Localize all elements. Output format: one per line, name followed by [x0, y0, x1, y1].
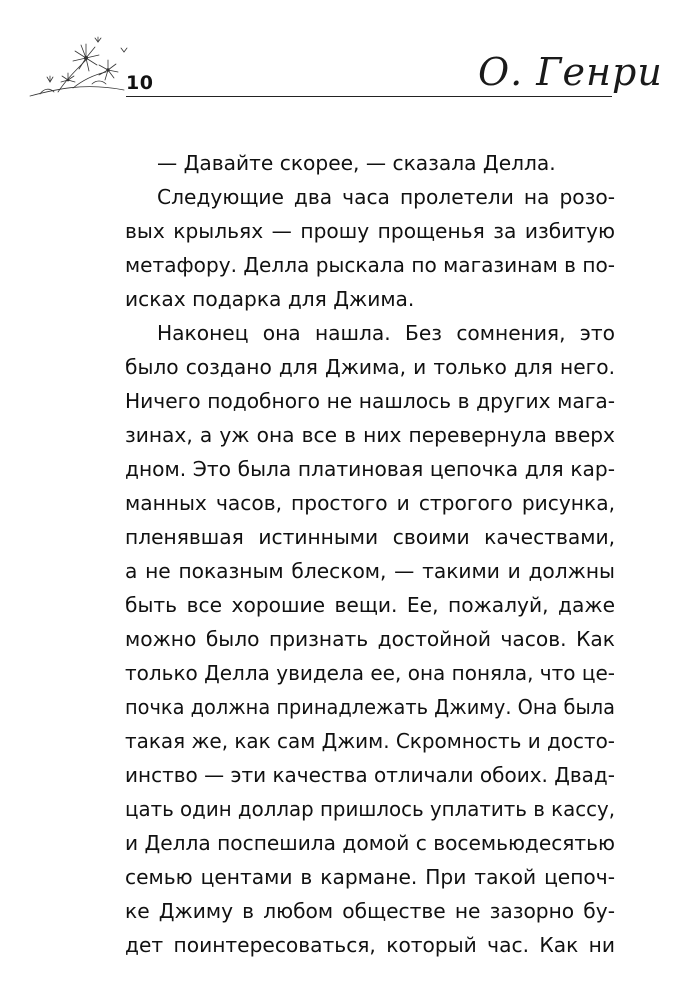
text-line: и Делла поспешила домой с восемьюдесятью: [125, 831, 615, 855]
running-header: [0, 0, 700, 110]
text-line: почка должна принадлежать Джиму. Она была: [125, 695, 615, 719]
text-line: исках подарка для Джима.: [125, 287, 415, 311]
text-line: можно было признать достойной часов. Как: [125, 627, 615, 651]
text-line: манных часов, простого и строгого рисунка,: [125, 491, 615, 515]
text-line: пленявшая истинными своими качествами,: [125, 525, 615, 549]
text-line: Следующие два часа пролетели на розо-: [157, 185, 615, 209]
text-line: только Делла увидела ее, она поняла, что це-: [125, 661, 615, 685]
text-line: быть все хорошие вещи. Ее, пожалуй, даже: [125, 593, 615, 617]
text-line: Наконец она нашла. Без сомнения, это: [157, 321, 615, 345]
text-line: метафору. Делла рыскала по магазинам в по-: [125, 253, 615, 277]
text-line: вых крыльях — прошу прощенья за избитую: [125, 219, 615, 243]
text-line: ке Джиму в любом обществе не зазорно бу-: [125, 899, 615, 923]
text-line: было создано для Джима, и только для него.: [125, 355, 615, 379]
text-line: инство — эти качества отличали обоих. Двад-: [125, 763, 615, 787]
text-line: цать один доллар пришлось уплатить в кассу,: [125, 797, 615, 821]
text-line: дном. Это была платиновая цепочка для кар-: [125, 457, 615, 481]
text-line: такая же, как сам Джим. Скромность и досто-: [125, 729, 615, 753]
dandelion-icon: [28, 30, 138, 105]
page-number: 10: [126, 72, 154, 94]
header-rule: [126, 96, 612, 97]
text-line: — Давайте скорее, — сказала Делла.: [157, 151, 556, 175]
body-text: [125, 146, 615, 962]
text-line: зинах, а уж она все в них перевернула вверх: [125, 423, 615, 447]
text-line: дет поинтересоваться, который час. Как ни: [125, 933, 615, 957]
text-line: семью центами в кармане. При такой цепоч-: [125, 865, 615, 889]
author-name: О. Генри: [478, 50, 663, 94]
text-line: Ничего подобного не нашлось в других мага-: [125, 389, 615, 413]
text-line: а не показным блеском, — такими и должны: [125, 559, 615, 583]
